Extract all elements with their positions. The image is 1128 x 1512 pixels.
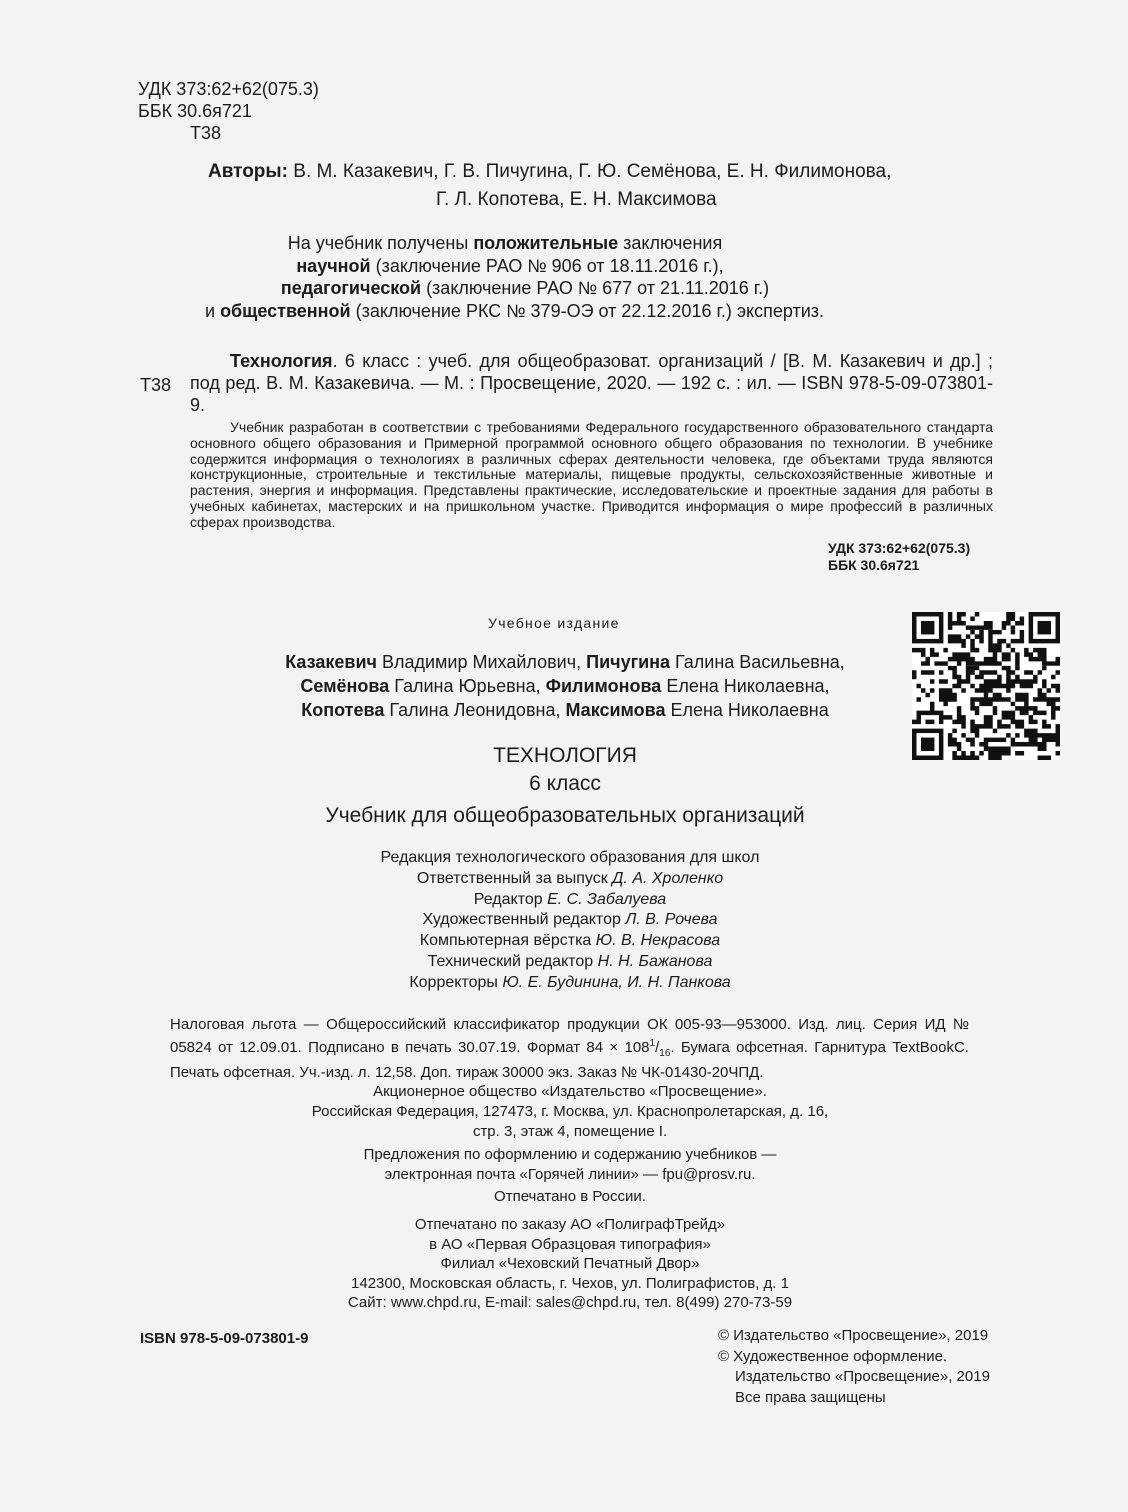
reviews-line-4 bbox=[200, 300, 930, 323]
staff-role: Технический редактор bbox=[427, 952, 598, 970]
reviews-emph: положительные bbox=[473, 233, 619, 253]
author-surname: Максимова bbox=[565, 700, 666, 720]
edition-type: Учебное издание bbox=[488, 615, 620, 631]
staff-name: Ю. Е. Будинина, И. Н. Панкова bbox=[502, 973, 731, 991]
author-names-line-3 bbox=[240, 698, 890, 722]
copyright-line: © Издательство «Просвещение», 2019 bbox=[718, 1327, 989, 1344]
print-details bbox=[170, 1015, 969, 1082]
authors-line-1 bbox=[208, 158, 891, 186]
reviews-line-2 bbox=[200, 255, 930, 278]
reviews-text: (заключение РКС № 379-ОЭ от 22.12.2016 г.) экспертиз. bbox=[350, 300, 825, 321]
book-grade: 6 класс bbox=[529, 772, 601, 795]
staff-row bbox=[300, 890, 840, 911]
staff-role: Редактор bbox=[473, 890, 548, 908]
authors-label: Авторы: bbox=[208, 161, 288, 182]
author-surname: Пичугина bbox=[586, 652, 671, 672]
hotline-email: электронная почта «Горячей линии» — fpu@prosv.ru. bbox=[384, 1166, 756, 1183]
print-details-text: . Бумага офсетная. Гарнитура TextBookC. Печать офсетная. Уч.-изд. л. 12,58. Доп. тираж 30000 экз. Заказ № ЧК-01430-20ЧПД. bbox=[170, 1039, 969, 1081]
copyright-line: © Художественное оформление. bbox=[718, 1347, 948, 1365]
book-title: ТЕХНОЛОГИЯ bbox=[493, 744, 637, 767]
biblio-code: Т38 bbox=[140, 375, 172, 395]
udk-code: УДК 373:62+62(075.3) bbox=[138, 79, 319, 99]
copyright-block bbox=[718, 1326, 990, 1408]
bbk-code: ББК 30.6я721 bbox=[138, 101, 252, 121]
staff-row bbox=[300, 931, 840, 952]
staff-role: Компьютерная вёрстка bbox=[419, 932, 596, 950]
publisher-address: Российская Федерация, 127473, г. Москва, ул. Краснопролетарская, д. 16, bbox=[311, 1103, 829, 1120]
biblio-title: Технология bbox=[230, 351, 333, 371]
qr-code bbox=[912, 612, 1060, 760]
author-given: Елена Николаевна, bbox=[661, 676, 830, 696]
reviews-block bbox=[200, 232, 930, 322]
format-slash: / bbox=[655, 1039, 660, 1056]
authors-block bbox=[208, 158, 891, 214]
udk-code-bottom: УДК 373:62+62(075.3) bbox=[828, 540, 971, 556]
biblio-record bbox=[190, 350, 993, 416]
udk-block-top bbox=[138, 78, 319, 144]
biblio-details: . 6 класс : учеб. для общеобразоват. организаций / [В. М. Казакевич и др.] ; под ред. В. М. Казакевича. — М. : Просвещение, 2020. — 192 с. : ил. — ISBN 978-5-09-073801-9. bbox=[190, 351, 993, 415]
proposals-info bbox=[270, 1145, 870, 1185]
printer-line: Филиал «Чеховский Печатный Двор» bbox=[440, 1255, 700, 1272]
book-subtitle: Учебник для общеобразовательных организаций bbox=[325, 804, 805, 827]
printed-in-russia: Отпечатано в России. bbox=[494, 1188, 646, 1205]
format-sup: 1 bbox=[649, 1038, 656, 1049]
editorial-department: Редакция технологического образования для школ bbox=[380, 849, 760, 866]
reviews-line-1 bbox=[200, 232, 930, 255]
reviews-line-3 bbox=[200, 277, 930, 300]
printer-line: Отпечатано по заказу АО «ПолиграфТрейд» bbox=[414, 1216, 726, 1233]
reviews-text: заключения bbox=[618, 233, 723, 253]
author-given: Галина Леонидовна, bbox=[384, 700, 566, 720]
staff-role: Ответственный за выпуск bbox=[416, 869, 613, 887]
staff-role: Художественный редактор bbox=[422, 911, 626, 929]
reviews-text: (заключение РАО № 906 от 18.11.2016 г.), bbox=[370, 255, 724, 276]
format-sub: 16 bbox=[659, 1048, 671, 1059]
author-surname: Филимонова bbox=[545, 676, 662, 696]
bbk-code-bottom: ББК 30.6я721 bbox=[828, 557, 920, 573]
reviews-emph: научной bbox=[296, 255, 371, 276]
staff-row bbox=[300, 952, 840, 973]
publisher-address-2: стр. 3, этаж 4, помещение I. bbox=[472, 1123, 668, 1140]
qr-finder bbox=[912, 612, 943, 643]
printer-address: 142300, Московская область, г. Чехов, ул. Полиграфистов, д. 1 bbox=[351, 1274, 789, 1292]
editorial-staff bbox=[300, 848, 840, 994]
reviews-emph: педагогической bbox=[280, 278, 422, 298]
publisher-name: Акционерное общество «Издательство «Просвещение». bbox=[373, 1083, 767, 1100]
isbn: ISBN 978-5-09-073801-9 bbox=[140, 1330, 309, 1347]
staff-row bbox=[300, 910, 840, 931]
udk-block-bottom bbox=[828, 540, 970, 574]
rights-reserved: Все права защищены bbox=[735, 1388, 886, 1406]
author-names-line-2 bbox=[240, 674, 890, 698]
staff-row bbox=[300, 973, 840, 994]
reviews-text: На учебник получены bbox=[287, 233, 474, 253]
printer-contacts: Сайт: www.chpd.ru, E-mail: sales@chpd.ru, тел. 8(499) 270-73-59 bbox=[347, 1294, 793, 1311]
reviews-text: и bbox=[205, 300, 221, 321]
author-given: Елена Николаевна bbox=[665, 700, 829, 720]
author-names-line-1 bbox=[240, 650, 890, 674]
reviews-emph: общественной bbox=[220, 300, 351, 321]
qr-finder bbox=[1029, 612, 1060, 643]
printer-line: в АО «Первая Образцовая типография» bbox=[429, 1235, 711, 1253]
authors-names-1: В. М. Казакевич, Г. В. Пичугина, Г. Ю. Семёнова, Е. Н. Филимонова, bbox=[293, 161, 892, 182]
annotation: Учебник разработан в соответствии с требованиями Федерального государственного образовательного стандарта основного общего образования и Примерной программой основного общего образования по технологии. В учебнике содержится информация о технологиях в различных сферах деятельности человека, где объектами труда являются конструкционные, строительные и текстильные материалы, пищевые продукты, сельскохозяйственные животные и растения, энергия и информация. Представлены практические, исследовательские и проектные задания для работы в учебных кабинетах, мастерских и на пришкольном участке. Приводится информация о мире профессий в различных сферах производства. bbox=[190, 419, 993, 530]
author-surname: Семёнова bbox=[300, 676, 390, 696]
author-given: Галина Юрьевна, bbox=[389, 676, 546, 696]
proposals-line: Предложения по оформлению и содержанию учебников — bbox=[363, 1146, 777, 1163]
staff-name: Ю. В. Некрасова bbox=[595, 932, 721, 950]
author-surname: Копотева bbox=[301, 700, 385, 720]
author-sign-code: Т38 bbox=[190, 123, 222, 143]
copyright-line: Издательство «Просвещение», 2019 bbox=[735, 1368, 990, 1385]
author-given: Галина Васильевна, bbox=[670, 652, 845, 672]
reviews-text: (заключение РАО № 677 от 21.11.2016 г.) bbox=[421, 278, 770, 298]
author-surname: Казакевич bbox=[285, 652, 377, 672]
authors-line-2 bbox=[208, 186, 891, 214]
staff-name: Л. В. Рочева bbox=[625, 911, 718, 929]
publisher-info bbox=[270, 1082, 870, 1142]
staff-role: Корректоры bbox=[409, 973, 503, 991]
staff-name: Е. С. Забалуева bbox=[547, 890, 667, 908]
book-title-block bbox=[260, 742, 870, 830]
author-full-names bbox=[240, 650, 890, 722]
qr-code-graphic bbox=[912, 612, 1060, 760]
qr-finder bbox=[912, 729, 943, 760]
printer-info bbox=[270, 1215, 870, 1313]
author-given: Владимир Михайлович, bbox=[376, 652, 587, 672]
staff-name: Д. А. Хроленко bbox=[612, 869, 724, 887]
authors-names-2: Г. Л. Копотева, Е. Н. Максимова bbox=[436, 189, 717, 210]
staff-row bbox=[300, 869, 840, 890]
staff-name: Н. Н. Бажанова bbox=[597, 952, 713, 970]
print-details-text: Налоговая льгота — Общероссийский классификатор продукции ОК 005-93—953000. Изд. лиц. Серия ИД № 05824 от 12.09.01. Подписано в печать 30.07.19. Формат 84 × 108 bbox=[170, 1016, 969, 1056]
